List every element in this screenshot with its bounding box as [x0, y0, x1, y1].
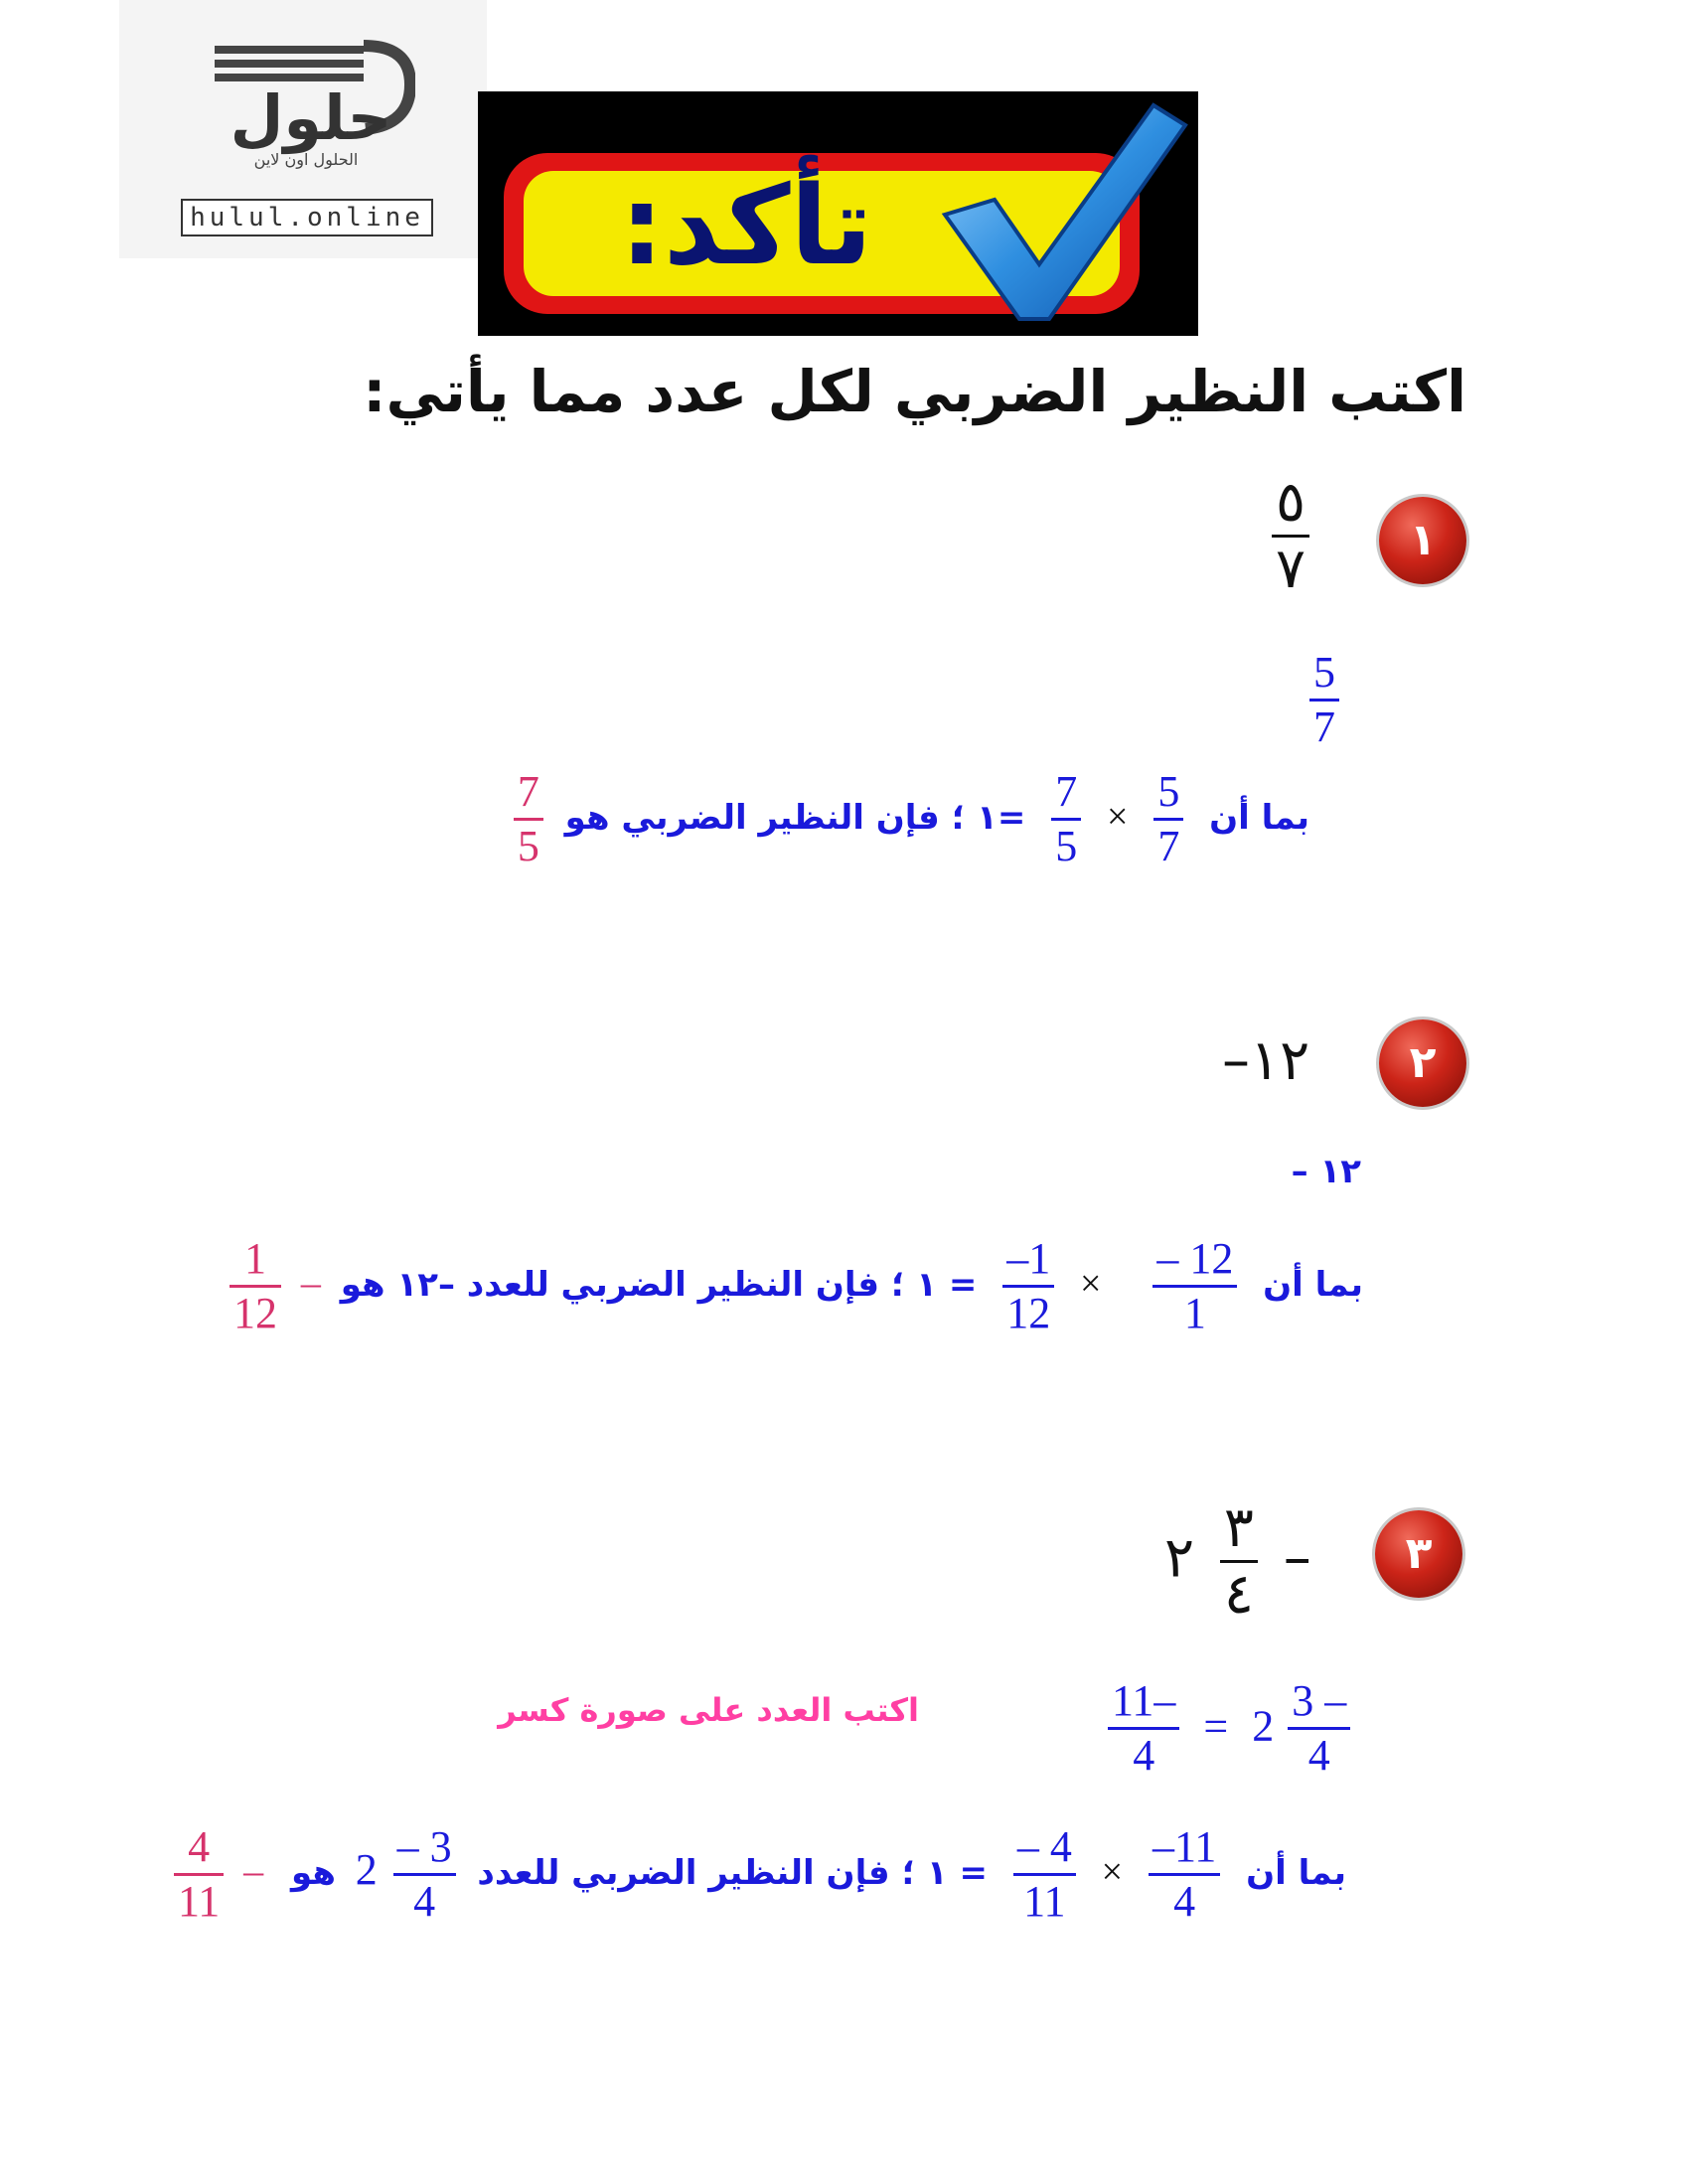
instruction-heading: اكتب النظير الضربي لكل عدد مما يأتي: — [363, 358, 1466, 425]
problem-2-solution: بما أن $\frac{12 -}{1}$ × $\frac{1-}{12}$ = ١ ؛ فإن النظير الضربي للعدد –١٢ هو – $\frac{1}{12}$ — [230, 1237, 1363, 1335]
restated-fraction: $\frac{5}{7}$ — [1309, 651, 1339, 749]
solution-factor-2: $\frac{4 -}{11}$ — [1013, 1825, 1076, 1924]
problem-1-restate — [1309, 648, 1339, 751]
problem-1-solution: بما أن $\frac{5}{7}$ × $\frac{7}{5}$ =١ ؛ فإن النظير الضربي هو $\frac{7}{5}$ — [504, 770, 1309, 868]
given-fraction: $\frac{٥}{٧}$ — [1272, 475, 1309, 597]
solution-factor-2: $\frac{1-}{12}$ — [1002, 1237, 1054, 1335]
answer-fraction: $\frac{4}{11}$ — [174, 1825, 224, 1924]
mixed-fraction: $\frac{3 -}{4}$ — [1288, 1679, 1350, 1778]
problem-2-restate: ١٢ – — [1291, 1152, 1361, 1191]
answer-fraction: $\frac{1}{12}$ — [230, 1237, 281, 1335]
checkmark-icon — [925, 95, 1193, 324]
solution-factor-1: $\frac{12 -}{1}$ — [1152, 1237, 1237, 1335]
solution-factor-2: $\frac{7}{5}$ — [1051, 770, 1081, 868]
given-fraction: $\frac{٣}{٤}$ — [1220, 1500, 1258, 1623]
problem-3-conversion: $\frac{11-}{4}$ = 2 $\frac{3 -}{4}$ — [1108, 1679, 1350, 1778]
logo-brand-text: حلول — [230, 81, 392, 154]
logo-tagline: الحلول اون لاين — [253, 150, 359, 169]
problem-1-given — [1272, 470, 1309, 601]
answer-fraction: $\frac{7}{5}$ — [514, 770, 543, 868]
solution-factor-1: $\frac{11-}{4}$ — [1149, 1825, 1220, 1924]
hulul-logo — [119, 0, 487, 258]
logo-site-url: hulul.online — [181, 199, 433, 236]
problem-3-badge: ٣ — [1375, 1510, 1462, 1598]
problem-2-given: ١٢– — [1222, 1028, 1310, 1093]
problem-3-solution: بما أن $\frac{11-}{4}$ × $\frac{4 -}{11}$ = ١ ؛ فإن النظير الضربي للعدد $\frac{3 -}{4}$ 2 هو – $\frac{4}{11}$ — [174, 1825, 1346, 1924]
problem-3-given: – $\frac{٣}{٤}$ ٢ — [1164, 1495, 1311, 1627]
mixed-fraction: $\frac{3 -}{4}$ — [393, 1825, 456, 1924]
hulul-logo-mark — [207, 40, 415, 169]
improper-fraction: $\frac{11-}{4}$ — [1108, 1679, 1179, 1778]
problem-2-badge: ٢ — [1379, 1019, 1466, 1107]
banner-title: تأكد: — [619, 162, 873, 289]
section-banner — [478, 91, 1198, 336]
problem-1-badge: ١ — [1379, 497, 1466, 584]
conversion-note: اكتب العدد على صورة كسر — [498, 1691, 919, 1729]
solution-factor-1: $\frac{5}{7}$ — [1153, 770, 1183, 868]
